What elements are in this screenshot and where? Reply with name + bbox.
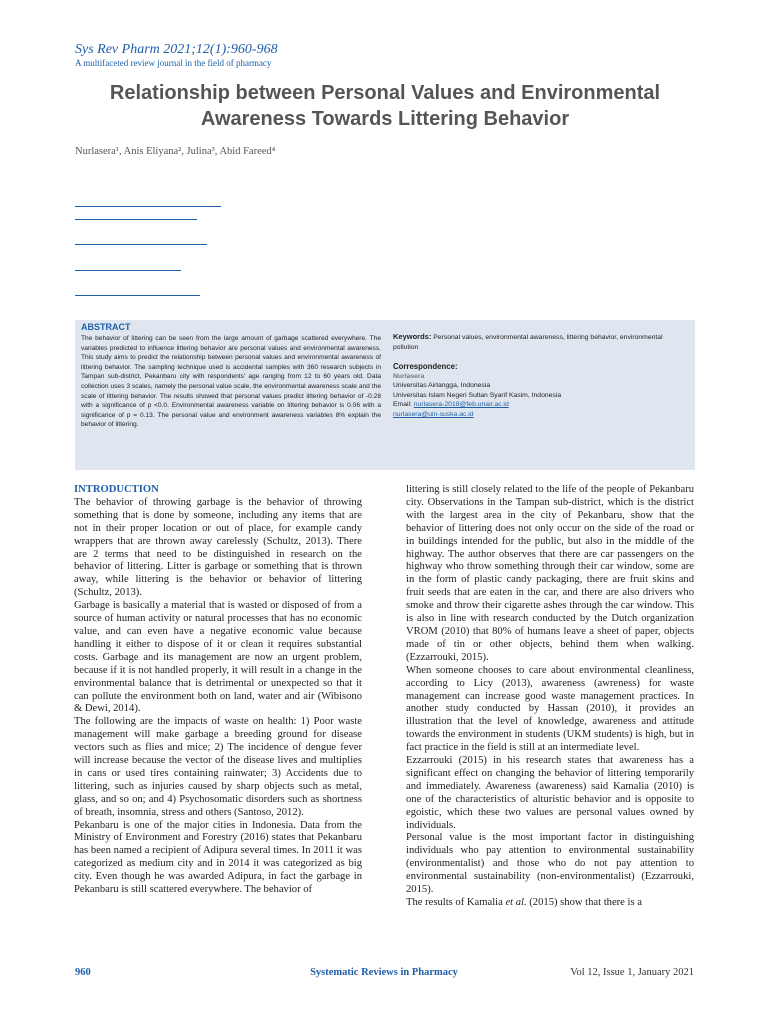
footer-volume: Vol 12, Issue 1, January 2021: [570, 967, 694, 978]
left-column: [74, 484, 362, 897]
abstract-text: The behavior of littering can be seen from the large amount of garbage scattered everywhere. The variables predicted to influence littering behavior are personal values and environmental awareness. This study aims to predict the relationship between personal values and environmental awareness of littering behavior. The sampling technique used is accidental samples with 360 research subjects in Tampan sub-district, Pekanbaru city with respondents' age ranging from 12 to 60 years old. Data collection uses 3 scales, namely the personal value scale, the environmental awareness scale and the scale of littering behavior. The results showed that personal values predict littering behavior of -0.28 with a significance of p <0.0. Environmental awareness variable on littering behavior is 0.06 with a significance of p = 0.13. The personal value and environment awareness variables 8% explain the behavior of littering.: [81, 335, 381, 429]
email-link-1[interactable]: nurlasera-2018@feb.unair.ac.id: [413, 401, 509, 408]
paragraph: The following are the impacts of waste on health: 1) Poor waste management will make garbage a breeding ground for disease vectors such as flies and mice; 2) The incidence of dengue fever will increase because the vector of the disease lives and multiplies in cans or used tires containing rainwater; 3) Accidents due to littering, such as injuries caused by sharp objects such as metal, glass, and so on; and 4) Psychosomatic disorders such as shortness of breath, insomnia, stress and others (Santoso, 2012).: [74, 716, 362, 818]
abstract-column: [81, 322, 381, 430]
abstract-box: [75, 320, 695, 470]
title-line-1: Relationship between Personal Values and Environmental: [109, 82, 661, 104]
author-list: Nurlasera¹, Anis Eliyana², Julina³, Abid Fareed⁴: [75, 146, 276, 157]
affiliation-line: [75, 206, 221, 207]
footer-journal: Systematic Reviews in Pharmacy: [310, 967, 458, 978]
paper-title: [75, 80, 695, 132]
page-number: 960: [75, 967, 91, 978]
paragraph: Garbage is basically a material that is wasted or disposed of from a source of human activity or natural processes that has no economic value, and can even have a negative economic value because handling it either to dispose of it or clean it requires substantial costs. Garbage and its management are now an urgent problem, because if it is not handled properly, it will result in a change in the environmental balance that is detrimental or unexpected so that it can pollute the environment both on land, water and air (Wibisono & Dewi, 2014).: [74, 600, 362, 715]
correspondence-heading: Correspondence:: [393, 362, 458, 371]
abstract-heading: ABSTRACT: [81, 322, 131, 332]
keywords-text: Personal values, environmental awareness, littering behavior, environmental pollution: [393, 334, 663, 351]
journal-tagline: A multifaceted review journal in the field of pharmacy: [75, 58, 272, 68]
right-column: [406, 484, 694, 910]
journal-citation: Sys Rev Pharm 2021;12(1):960-968: [75, 42, 278, 57]
correspondence-label: Correspondence: [393, 362, 455, 371]
keywords-colon: :: [428, 332, 432, 341]
email-link-2[interactable]: nurlasera@uin-suska.ac.id: [393, 410, 474, 418]
text-run-italic: et al.: [505, 897, 527, 908]
affiliation-line: [75, 244, 207, 245]
title-line-2: Awareness Towards Littering Behavior: [200, 108, 570, 130]
paragraph: Ezzarrouki (2015) in his research states that awareness has a significant effect on changing the behavior of littering temporarily and immediately. Awareness (awareness) said Kamalia (2010) is one of the characteristics of alturistic behavior and is opposite to egoistic, which these two values are personal values owned by individuals.: [406, 755, 694, 831]
affiliation-line: [75, 295, 200, 296]
correspondence-affiliation-2: Universitas Islam Negeri Sultan Syarif Kasim, Indonesia: [393, 391, 562, 399]
email-row: [393, 400, 689, 410]
paragraph: Personal value is the most important factor in distinguishing individuals who pay attention to environmental sustainability (environmentalist) and those who do not pay attention to environmental sustainability (non-environmentalist) (Ezzarrouki, 2015).: [406, 832, 694, 896]
text-run: (2015) show that there is a: [526, 897, 642, 908]
correspondence-name: Nurlasera: [393, 372, 425, 380]
section-heading-introduction: INTRODUCTION: [74, 484, 159, 495]
paragraph: The behavior of throwing garbage is the behavior of throwing something that is done by someone, including any items that are not in their proper location or out of place, for example candy wrappers that are thrown away carelessly (Schultz, 2013). There are 2 terms that need to be distinguished in research on the behavior of littering. Litter is garbage or something that is thrown away, while littering is the behavior or behavior of littering (Schultz, 2013).: [74, 496, 362, 599]
keywords-label: Keywords: [393, 332, 429, 341]
paragraph: Pekanbaru is one of the major cities in Indonesia. Data from the Ministry of Environment and Forestry (2016) states that Pekanbaru has been named a recipient of Adipura several times. In 2011 it was categorized as medium city and in 2014 it was categorized as big city. Even though he was awarded Adipura, in fact the garbage in Pekanbaru is still scattered everywhere. The behavior of: [74, 819, 362, 896]
paragraph: [406, 897, 694, 910]
text-run: The results of Kamalia: [406, 897, 506, 908]
paragraph: When someone chooses to care about environmental cleanliness, according to Licy (2013), awareness (awreness) for waste management can increase good waste management practices. In another study conducted by Hassan (2010), it provides an illustration that the level of knowledge, awareness and attitude towards the environment in students (UKM students) is high, but in fact practice in the field is still at an intermediate level.: [406, 664, 694, 754]
abstract-meta: [393, 332, 689, 419]
affiliation-line: [75, 270, 181, 271]
email-label: Email:: [393, 401, 412, 408]
keywords: [393, 332, 689, 352]
correspondence-affiliation-1: Universitas Airlangga, Indonesia: [393, 382, 491, 389]
paragraph: littering is still closely related to the life of the people of Pekanbaru city. Observations in the Tampan sub-district, which is the district with the largest area in the city of Pekanbaru, show that the behavior of littering does not only occur on the side of the road or in buildings intended for the public, but also in the middle of the highway. The author observes that there are car passengers on the highway who throw something through their car window, some are in the form of plastic candy packaging, there are fruit skins and fruit seeds that are eaten in the car, and there are also drivers who smoke and throw their cigarette ashes through the car window. This is also in line with research conducted by the Dutch organization VROM (2010) that 80% of humans leave a sheet of paper, objects made of tin or other objects, behind them when walking. (Ezzarrouki, 2015).: [406, 484, 694, 663]
affiliation-line: [75, 219, 197, 220]
